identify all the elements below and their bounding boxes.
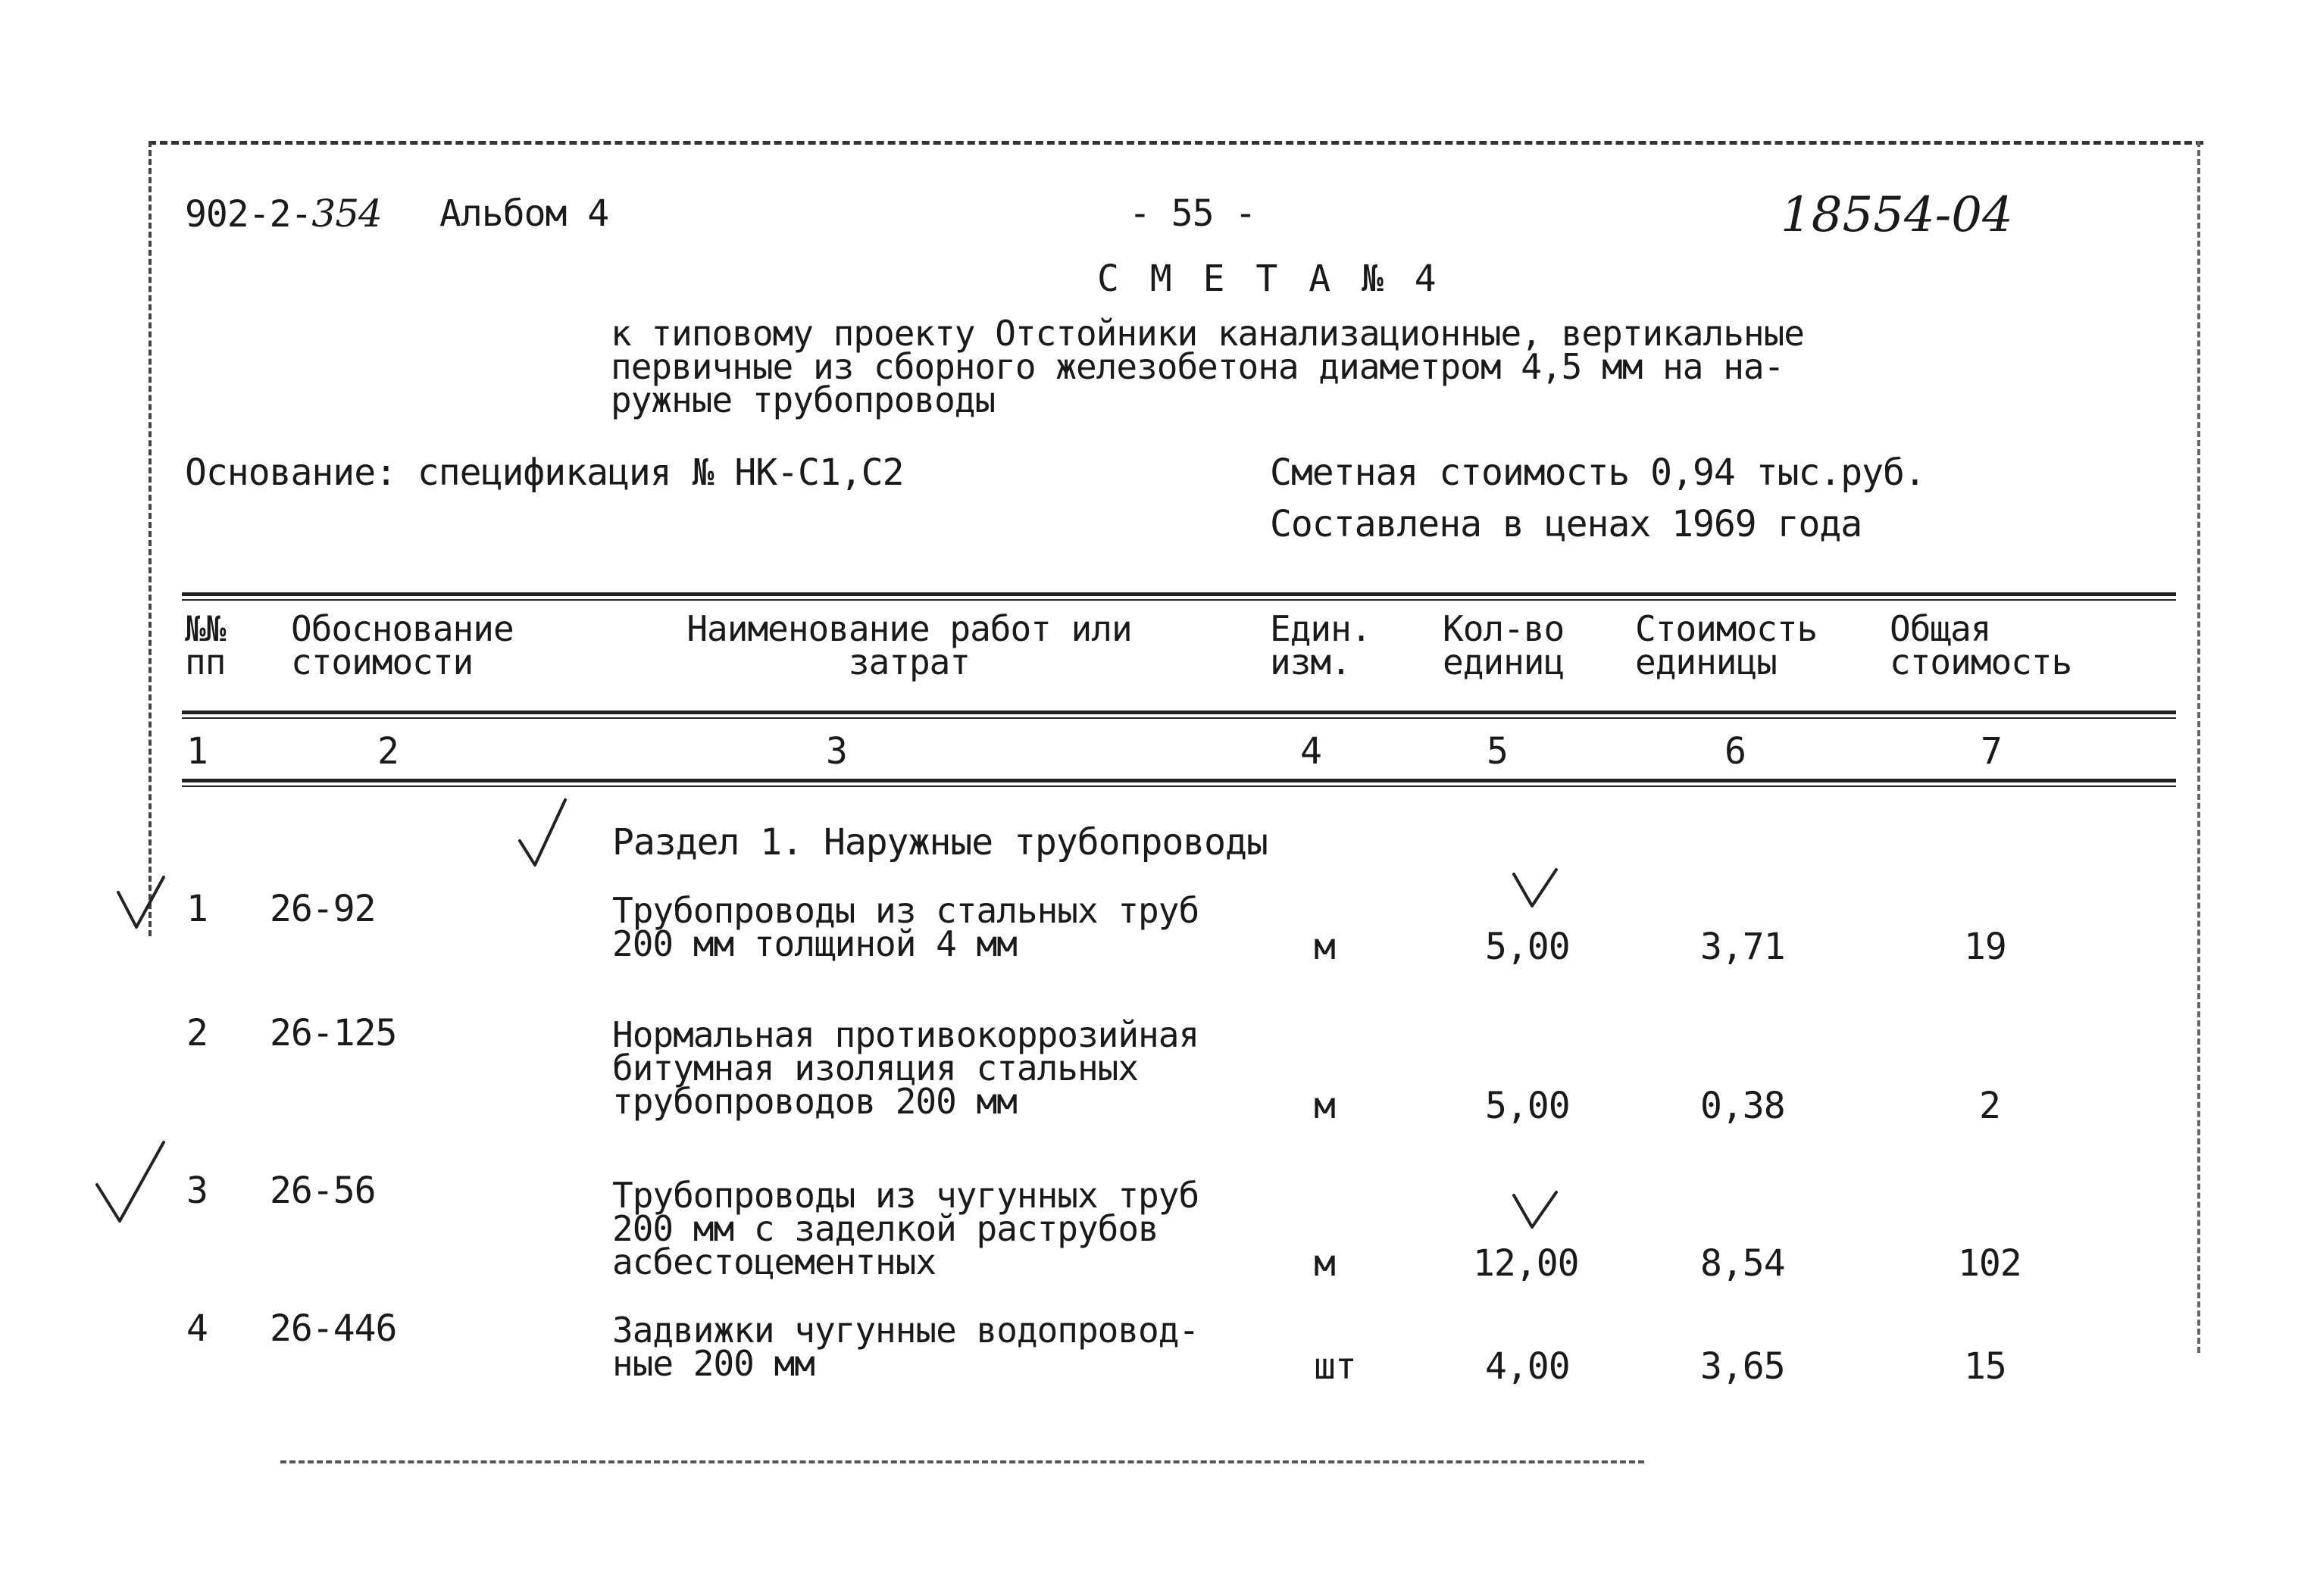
row-name: Трубопроводы из чугунных труб 200 мм с заделкой раструбов асбестоцементных xyxy=(612,1175,1199,1282)
document-title: С М Е Т А № 4 xyxy=(1097,258,1441,300)
column-number-2: 2 xyxy=(377,730,399,773)
column-header-number: №№ пп xyxy=(185,608,226,682)
row-quantity: 12,00 xyxy=(1473,1242,1579,1285)
row-unit: м xyxy=(1314,926,1335,968)
table-top-rule xyxy=(182,592,2176,601)
frame-bottom-border xyxy=(280,1460,1644,1463)
checkmark-icon xyxy=(114,871,174,932)
row-basis: 26-92 xyxy=(270,888,376,930)
column-number-1: 1 xyxy=(186,730,208,773)
row-unit-cost: 3,65 xyxy=(1700,1345,1785,1388)
row-quantity: 5,00 xyxy=(1485,926,1570,968)
row-unit: м xyxy=(1314,1085,1335,1127)
row-unit: м xyxy=(1314,1242,1335,1285)
row-total: 2 xyxy=(1979,1085,2000,1127)
checkmark-icon xyxy=(1511,864,1559,912)
checkmark-icon xyxy=(517,795,570,871)
subtitle-line-3: ружные трубопроводы xyxy=(611,379,996,420)
column-header-quantity: Кол-во единиц xyxy=(1443,608,1565,682)
row-number: 2 xyxy=(186,1012,208,1054)
subtitle-line-1: к типовому проекту Отстойники канализационные, вертикальные xyxy=(611,313,1804,354)
column-header-unit-cost: Стоимость единицы xyxy=(1635,608,1818,682)
row-unit-cost: 3,71 xyxy=(1700,926,1785,968)
checkmark-icon xyxy=(1511,1188,1559,1233)
checkmark-icon xyxy=(92,1136,168,1227)
row-total: 102 xyxy=(1958,1242,2022,1285)
basis-label: Основание: спецификация № НК-С1,С2 xyxy=(185,451,904,494)
column-number-3: 3 xyxy=(826,730,847,773)
column-number-4: 4 xyxy=(1300,730,1321,773)
section-title: Раздел 1. Наружные трубопроводы xyxy=(612,821,1268,864)
page-number: - 55 - xyxy=(1129,192,1256,235)
column-header-unit: Един. изм. xyxy=(1270,608,1371,682)
row-total: 15 xyxy=(1964,1345,2006,1388)
frame-left-border xyxy=(149,141,152,936)
project-code-handwritten: 354 xyxy=(311,192,382,236)
frame-top-border xyxy=(149,141,2203,145)
row-number: 3 xyxy=(186,1170,208,1212)
row-basis: 26-446 xyxy=(270,1307,397,1350)
row-name: Нормальная противокоррозийная битумная изоляция стальных трубопроводов 200 мм xyxy=(612,1014,1199,1122)
row-number: 4 xyxy=(186,1307,208,1350)
row-quantity: 4,00 xyxy=(1485,1345,1570,1388)
row-name: Задвижки чугунные водопровод- ные 200 мм xyxy=(612,1310,1199,1384)
row-basis: 26-125 xyxy=(270,1012,397,1054)
table-column-number-rule xyxy=(182,779,2176,787)
row-basis: 26-56 xyxy=(270,1170,376,1212)
estimated-cost: Сметная стоимость 0,94 тыс.руб. xyxy=(1270,451,1925,494)
column-header-name: Наименование работ или затрат xyxy=(686,608,1132,682)
table-header-rule xyxy=(182,711,2176,719)
column-header-total: Общая стоимость xyxy=(1890,608,2072,682)
row-total: 19 xyxy=(1964,926,2006,968)
column-number-5: 5 xyxy=(1487,730,1508,773)
project-code xyxy=(185,192,382,236)
album-label: Альбом 4 xyxy=(439,192,609,235)
price-year: Составлена в ценах 1969 года xyxy=(1270,503,1862,545)
column-number-6: 6 xyxy=(1724,730,1746,773)
row-unit-cost: 0,38 xyxy=(1700,1085,1785,1127)
row-name: Трубопроводы из стальных труб 200 мм толщиной 4 мм xyxy=(612,890,1199,964)
document-number-handwritten: 18554-04 xyxy=(1781,187,2013,243)
project-code-printed: 902-2- xyxy=(185,193,312,236)
column-header-basis: Обоснование стоимости xyxy=(291,608,514,682)
column-number-7: 7 xyxy=(1981,730,2002,773)
row-number: 1 xyxy=(186,888,208,930)
row-quantity: 5,00 xyxy=(1485,1085,1570,1127)
row-unit: шт xyxy=(1314,1345,1356,1388)
frame-right-border xyxy=(2197,141,2200,1353)
subtitle-line-2: первичные из сборного железобетона диаметром 4,5 мм на на- xyxy=(611,346,1784,387)
row-unit-cost: 8,54 xyxy=(1700,1242,1785,1285)
